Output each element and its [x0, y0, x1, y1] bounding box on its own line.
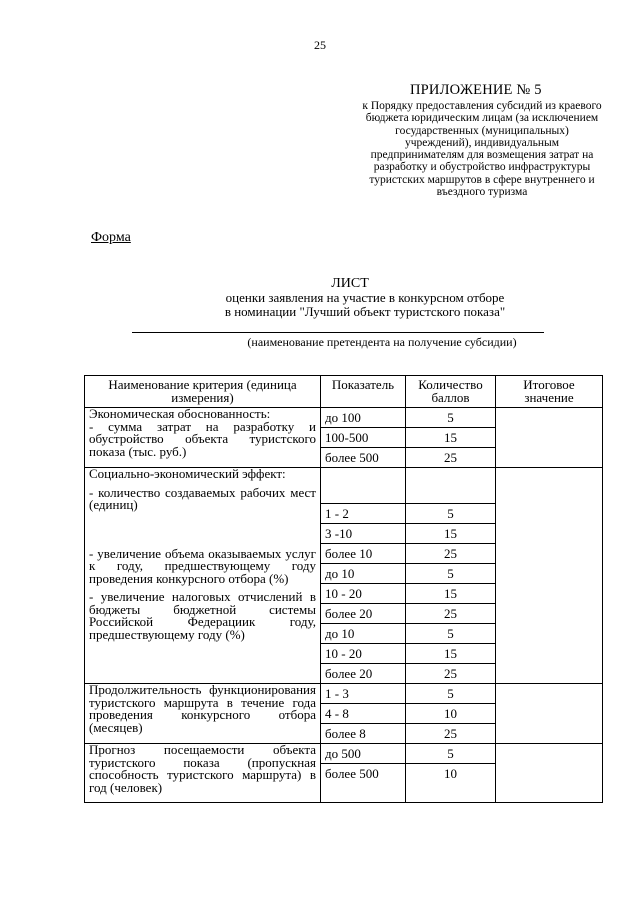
indicator-cell: 1 - 3	[321, 684, 406, 704]
criterion-detail: - количество создаваемых рабочих мест (единиц)	[89, 484, 316, 512]
points-cell: 15	[406, 524, 496, 544]
criterion-title: Экономическая обоснованность:	[89, 406, 271, 421]
points-cell: 5	[406, 504, 496, 524]
points-cell: 5	[406, 564, 496, 584]
header-criterion: Наименование критерия (единица измерения)	[85, 376, 321, 408]
criterion-cell	[85, 468, 321, 684]
table-row	[85, 684, 603, 704]
header-indicator: Показатель	[321, 376, 406, 408]
sheet-subtitle	[175, 291, 555, 319]
criterion-cell	[85, 408, 321, 468]
indicator-cell: более 500	[321, 448, 406, 468]
criterion-cell	[85, 684, 321, 744]
criterion-title: Продолжительность функционирования туристского маршрута в течение года проведения конкурсного отбора (месяцев)	[89, 682, 316, 735]
points-cell: 25	[406, 448, 496, 468]
appendix-title: ПРИЛОЖЕНИЕ № 5	[410, 82, 542, 98]
indicator-cell: 1 - 2	[321, 504, 406, 524]
points-cell: 15	[406, 644, 496, 664]
points-cell: 5	[406, 624, 496, 644]
table-row	[85, 468, 603, 504]
indicator-cell: 100-500	[321, 428, 406, 448]
points-cell: 5	[406, 744, 496, 764]
header-points: Количество баллов	[406, 376, 496, 408]
indicator-cell: до 10	[321, 564, 406, 584]
criterion-title: Прогноз посещаемости объекта туристского показа (пропускная способность туристского маршрута) в год (человек)	[89, 742, 316, 795]
indicator-cell: 4 - 8	[321, 704, 406, 724]
points-cell: 5	[406, 684, 496, 704]
indicator-cell	[321, 468, 406, 504]
result-cell[interactable]	[496, 408, 603, 468]
result-cell[interactable]	[496, 468, 603, 684]
points-cell: 5	[406, 408, 496, 428]
points-cell: 25	[406, 604, 496, 624]
indicator-cell: более 8	[321, 724, 406, 744]
applicant-name-caption: (наименование претендента на получение субсидии)	[247, 335, 517, 349]
criteria-table	[84, 375, 603, 803]
points-cell: 25	[406, 724, 496, 744]
table-header-row	[85, 376, 603, 408]
points-cell: 25	[406, 544, 496, 564]
table-row	[85, 408, 603, 428]
indicator-cell: 10 - 20	[321, 644, 406, 664]
points-cell: 25	[406, 664, 496, 684]
result-cell[interactable]	[496, 684, 603, 744]
criterion-detail: - увеличение объема оказываемых услуг к году, предшествующему году проведения конкурсного отбора (%)	[89, 545, 316, 586]
applicant-name-line	[132, 332, 544, 333]
points-cell: 15	[406, 584, 496, 604]
points-cell: 10	[406, 704, 496, 724]
indicator-cell: более 500	[321, 764, 406, 803]
table-row	[85, 744, 603, 764]
form-label: Форма	[91, 230, 131, 245]
criterion-cell	[85, 744, 321, 803]
indicator-cell: до 100	[321, 408, 406, 428]
points-cell: 15	[406, 428, 496, 448]
page-number: 25	[314, 38, 326, 52]
sheet-subtitle-line-2: в номинации "Лучший объект туристского показа"	[224, 304, 506, 319]
indicator-cell: 10 - 20	[321, 584, 406, 604]
sheet-subtitle-line-1: оценки заявления на участие в конкурсном отборе	[225, 290, 505, 305]
indicator-cell: до 500	[321, 744, 406, 764]
points-cell: 10	[406, 764, 496, 803]
criterion-detail: - увеличение налоговых отчислений в бюджеты бюджетной системы Российской Федерациик году, предшествующему году (%)	[89, 589, 316, 642]
criterion-title: Социально-экономический эффект:	[89, 466, 286, 481]
criterion-detail: - сумма затрат на разработку и обустройство объекта туристского показа (тыс. руб.)	[89, 418, 316, 459]
appendix-subtitle: к Порядку предоставления субсидий из краевого бюджета юридическим лицам (за исключением государственных (муниципальных) учреждений), индивидуальным предпринимателям для возмещения затрат на разработку и обустройство инфраструктуры туристских маршрутов в сфере внутреннего и въездного туризма	[362, 100, 602, 199]
sheet-title: ЛИСТ	[331, 276, 369, 291]
header-result: Итоговое значение	[496, 376, 603, 408]
points-cell	[406, 468, 496, 504]
result-cell[interactable]	[496, 744, 603, 803]
indicator-cell: более 10	[321, 544, 406, 564]
indicator-cell: 3 -10	[321, 524, 406, 544]
indicator-cell: более 20	[321, 664, 406, 684]
indicator-cell: более 20	[321, 604, 406, 624]
indicator-cell: до 10	[321, 624, 406, 644]
